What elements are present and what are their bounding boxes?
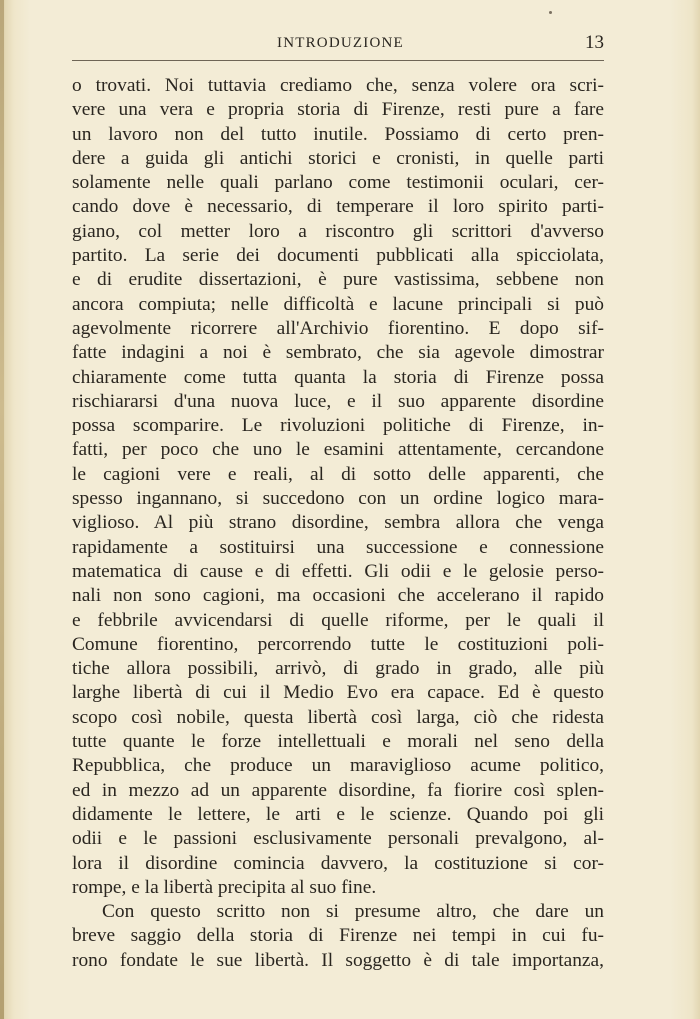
text-line: o trovati. Noi tuttavia crediamo che, senza volere ora scri-: [72, 75, 604, 96]
text-line: tutte quante le forze intellettuali e morali nel seno della: [72, 731, 604, 753]
header-rule: [72, 60, 604, 61]
text-line: chiaramente come tutta quanta la storia di Firenze possa: [72, 366, 604, 388]
text-line: agevolmente ricorrere all'Archivio fiorentino. E dopo sif-: [72, 317, 604, 339]
text-line: viglioso. Al più strano disordine, sembra allora che venga: [72, 512, 604, 534]
text-line: lora il disordine comincia davvero, la costituzione si cor-: [72, 852, 604, 874]
text-line: tiche allora possibili, arrivò, di grado in grado, alle più: [72, 658, 604, 680]
text-line: Repubblica, che produce un maraviglioso acume politico,: [72, 755, 604, 777]
ink-speck: [549, 11, 552, 14]
text-line: scopo così nobile, questa libertà così larga, ciò che ridesta: [72, 706, 604, 728]
paragraph-start-line: Con questo scritto non si presume altro, che dare un: [102, 901, 604, 923]
text-line: Comune fiorentino, percorrendo tutte le costituzioni poli-: [72, 633, 604, 655]
text-line: nali non sono cagioni, ma occasioni che accelerano il rapido: [72, 585, 604, 607]
text-line: e febbrile avvicendarsi di quelle riforme, per le quali il: [72, 609, 604, 631]
text-line: e di erudite dissertazioni, è pure vastissima, sebbene non: [72, 269, 604, 291]
text-line: spesso ingannano, si succedono con un ordine logico mara-: [72, 488, 604, 510]
text-line: fatte indagini a noi è sembrato, che sia agevole dimostrar: [72, 342, 604, 364]
text-line: solamente nelle quali parlano come testimonii oculari, cer-: [72, 172, 604, 194]
text-line: fatti, per poco che uno le esamini attentamente, cercandone: [72, 439, 604, 461]
text-line: ancora compiuta; nelle difficoltà e lacune principali si può: [72, 293, 604, 315]
body-text: [72, 74, 604, 973]
text-line: ed in mezzo ad un apparente disordine, fa fiorire così splen-: [72, 779, 604, 801]
text-line: larghe libertà di cui il Medio Evo era capace. Ed è questo: [72, 682, 604, 704]
text-line: vere una vera e propria storia di Firenze, resti pure a fare: [72, 99, 604, 121]
page-number: 13: [585, 32, 604, 53]
text-line: possa scomparire. Le rivoluzioni politiche di Firenze, in-: [72, 415, 604, 437]
page-header: [72, 30, 604, 60]
paragraph-end-line: rompe, e la libertà precipita al suo fine.: [72, 876, 377, 898]
text-line: giano, col metter loro a riscontro gli scrittori d'avverso: [72, 220, 604, 242]
text-line: le cagioni vere e reali, al di sotto delle apparenti, che: [72, 463, 604, 485]
text-line: rapidamente a sostituirsi una successione e connessione: [72, 536, 604, 558]
text-line: rono fondate le sue libertà. Il soggetto è di tale importanza,: [72, 949, 604, 971]
text-line: partito. La serie dei documenti pubblicati alla spicciolata,: [72, 245, 604, 267]
text-line: breve saggio della storia di Firenze nei tempi in cui fu-: [72, 925, 604, 947]
text-line: odii e le passioni esclusivamente personali prevalgono, al-: [72, 828, 604, 850]
text-line: rischiararsi d'una nuova luce, e il suo apparente disordine: [72, 390, 604, 412]
text-line: dere a guida gli antichi storici e cronisti, in quelle parti: [72, 147, 604, 169]
page-spine-edge: [0, 0, 4, 1019]
running-title: INTRODUZIONE: [277, 35, 404, 51]
text-line: matematica di cause e di effetti. Gli odii e le gelosie perso-: [72, 560, 604, 582]
text-line: un lavoro non del tutto inutile. Possiamo di certo pren-: [72, 123, 604, 145]
text-line: cando dove è necessario, di temperare il loro spirito parti-: [72, 196, 604, 218]
text-line: didamente le lettere, le arti e le scienze. Quando poi gli: [72, 803, 604, 825]
